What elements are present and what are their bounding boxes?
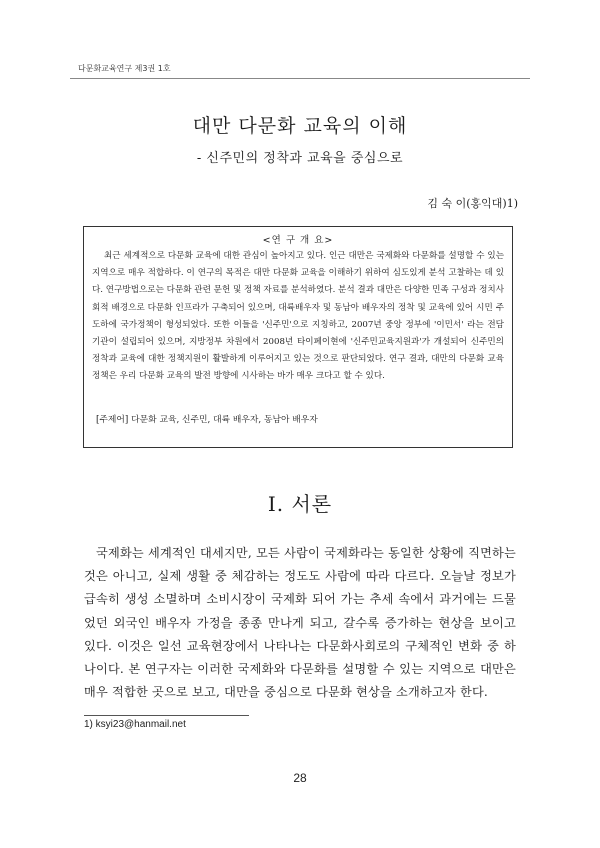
abstract-body: 최근 세계적으로 다문화 교육에 대한 관심이 높아지고 있다. 인근 대만은 국제화와 다문화를 설명할 수 있는 지역으로 매우 적합하다. 이 연구의 목적은 대만 다문화 교육을 이해하기 위하여 심도있게 분석 고찰하는 데 있다. 연구방법으로는 다문화 관련 문헌 및 정책 자료를 분석하였다. 분석 결과 대만은 다양한 민족 구성과 정치사회적 배경으로 다문화 인프라가 구축되어 있으며, 대륙배우자 및 동남아 배우자의 정착 및 교육에 있어 시민 주도하에 국가정책이 형성되었다. 또한 이들을 '신주민'으로 지칭하고, 2007년 중앙 정부에 '이민서' 라는 전담 기관이 설립되어 있으며, 지방정부 차원에서 2008년 타이페이현에 '신주민교육지원과'가 개설되어 신주민의 정착과 교육에 대한 정책지원이 활발하게 이루어지고 있는 것으로 판단되었다. 연구 결과, 대만의 다문화 교육정책은 우리 다문화 교육의 발전 방향에 시사하는 바가 매우 크다고 할 수 있다. [92,251,504,382]
running-header: 다문화교육연구 제3권 1호 [78,64,171,73]
footnote: 1) ksyi23@hanmail.net [84,719,186,730]
author-line: 김 숙 이(홍익대)1) [427,197,518,210]
section-title: Ⅰ. 서론 [267,492,333,516]
abstract-box [83,226,513,448]
footnote-rule [84,715,249,716]
header-rule [70,78,530,79]
body-paragraph: 국제화는 세계적인 대세지만, 모든 사람이 국제화라는 동일한 상황에 직면하는 것은 아니고, 실제 생활 중 체감하는 정도도 사람에 따라 다르다. 오늘날 정보가 급속히 생성 소멸하며 소비시장이 국제화 되어 가는 추세 속에서 과거에는 드물었던 외국인 배우자 가정을 종종 만나게 되고, 갈수록 증가하는 현상을 보이고 있다. 이것은 일선 교육현장에서 나타나는 다문화사회로의 구체적인 변화 중 하나이다. 본 연구자는 이러한 국제화와 다문화를 설명할 수 있는 지역으로 대만은 매우 적합한 곳으로 보고, 대만을 중심으로 다문화 현상을 소개하고자 한다. [84,546,516,700]
paper-title: 대만 다문화 교육의 이해 [192,115,408,137]
keywords: [주제어] 다문화 교육, 신주민, 대륙 배우자, 동남아 배우자 [96,415,318,425]
page-number: 28 [293,771,307,785]
abstract-heading: <연 구 개 요> [262,235,334,246]
paper-subtitle: - 신주민의 정착과 교육을 중심으로 [196,151,404,166]
